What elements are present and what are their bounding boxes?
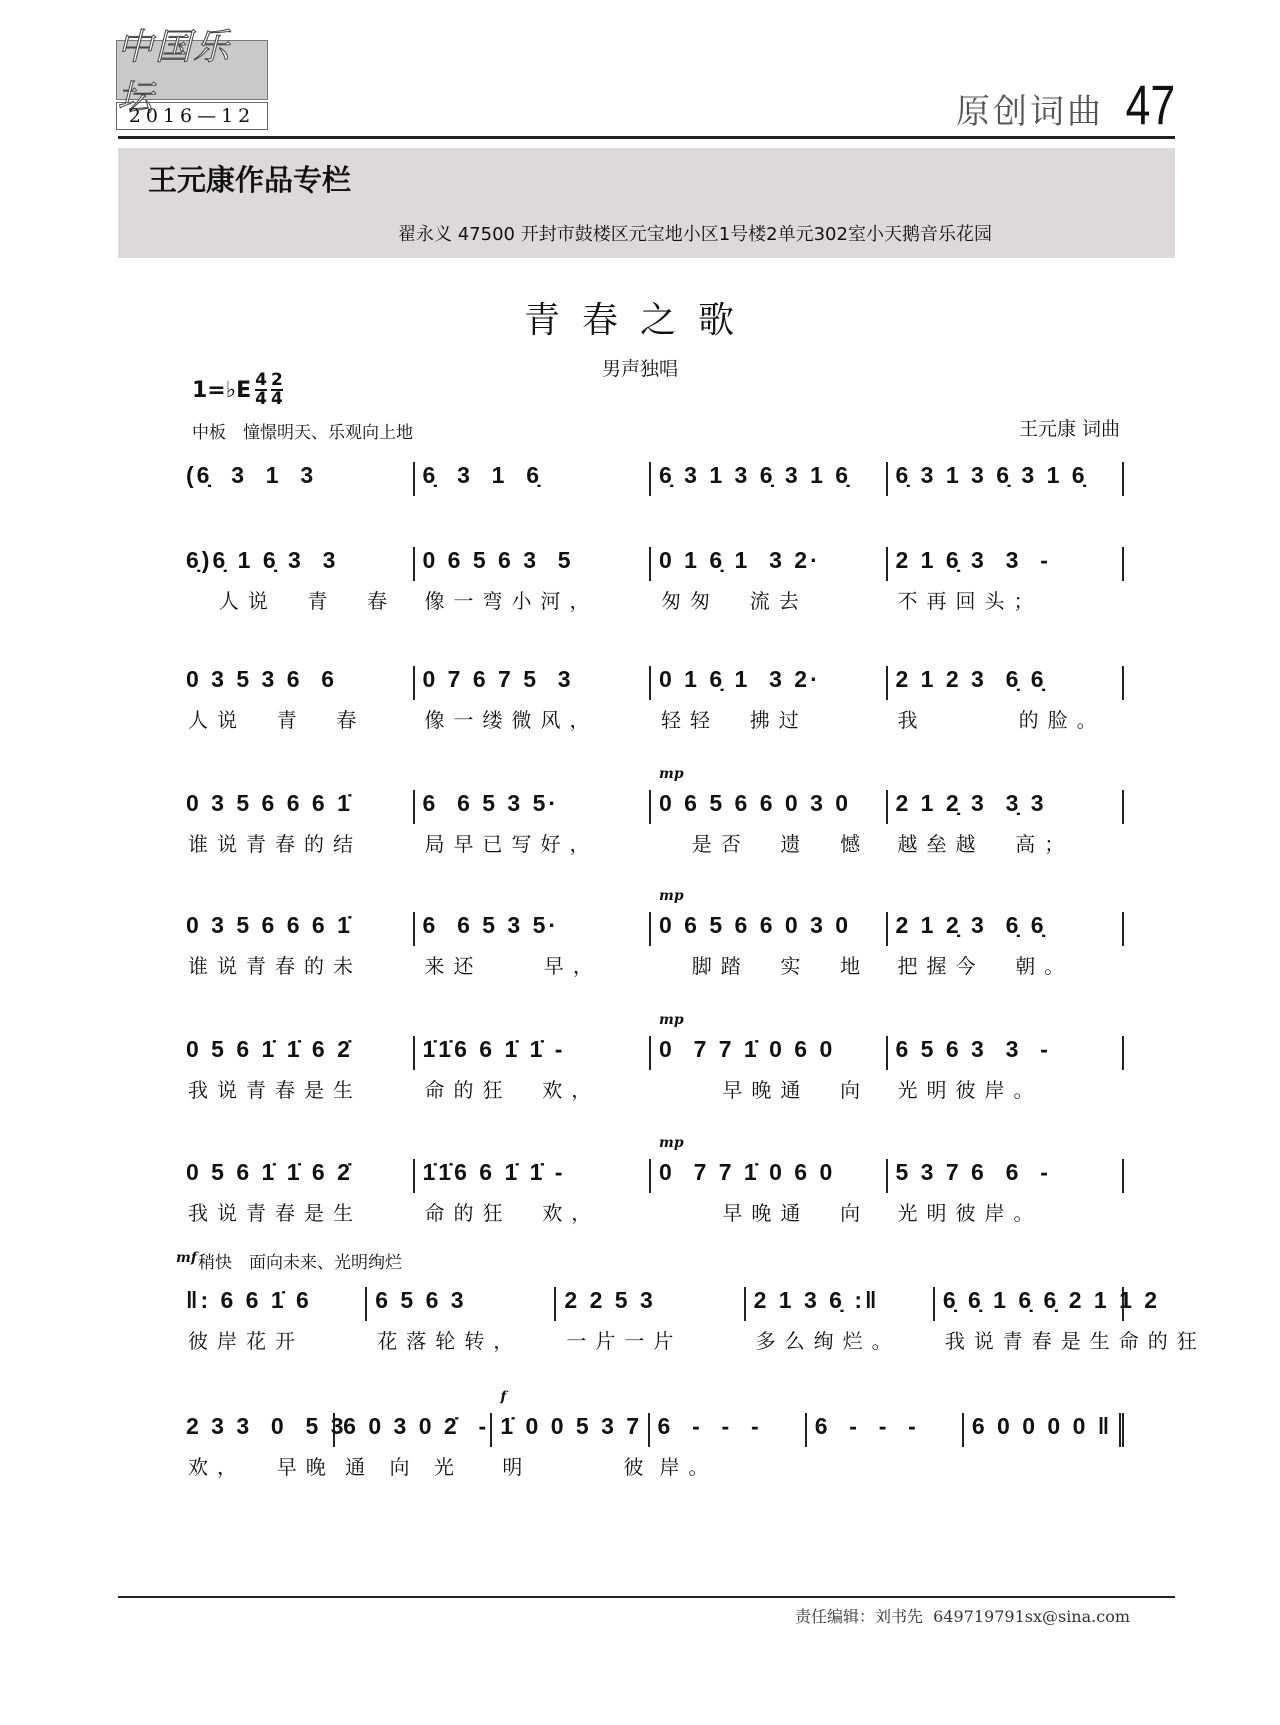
- magazine-logo: 中国乐坛: [116, 40, 268, 100]
- score-system: [178, 888, 1124, 978]
- measure: [415, 1036, 652, 1102]
- measure-lyrics: 不再回头；: [897, 589, 1043, 613]
- measure-notes: 2 1 2 3 6̣ 6̣: [895, 666, 1047, 692]
- key-signature: [192, 372, 283, 408]
- song-title: 青春之歌: [523, 300, 756, 341]
- measure: [178, 1413, 347, 1479]
- measure-notes: 0 3 5 6 6 6 1̇: [186, 912, 353, 938]
- measure-notes: 0 6 5 6 6 0 3 0: [659, 912, 852, 938]
- measure: [178, 1036, 415, 1102]
- measure-lyrics: 光明彼岸。: [897, 1201, 1043, 1225]
- time-signature-2: $\frac{2}{4}$: [271, 370, 283, 409]
- measure: [935, 1287, 1206, 1353]
- measure-lyrics: 光明彼岸。: [897, 1078, 1043, 1102]
- measure-notes: 2 1 6̣ 3 3 -: [895, 547, 1051, 573]
- measure: [651, 1012, 888, 1102]
- score-system: [178, 1287, 1206, 1353]
- measure-lyrics: 多么绚烂。: [755, 1329, 901, 1353]
- measure: [178, 1159, 415, 1225]
- measure: [888, 790, 1125, 856]
- measure-notes: 6 5 6 3 3 -: [895, 1036, 1051, 1062]
- dynamic-mp: mp: [659, 888, 684, 904]
- measure-lyrics: 我 的脸。: [897, 708, 1106, 732]
- measure-lyrics: 命的狂 欢，: [424, 1201, 601, 1225]
- measure-lyrics: 我说青春是生命的狂: [944, 1329, 1206, 1353]
- score-system: [178, 766, 1124, 856]
- measure: [178, 547, 415, 613]
- measure: [178, 462, 415, 496]
- measure: [178, 1287, 367, 1353]
- measure-lyrics: 早晚通 向: [661, 1078, 870, 1102]
- measure-notes: 6̣ 3 1 3 6̣ 3 1 6̣: [895, 462, 1088, 488]
- measure-lyrics: 我说青春是生: [188, 1201, 362, 1225]
- measure: [888, 666, 1125, 732]
- measure: [651, 888, 888, 978]
- measure-lyrics: 匆匆 流去: [661, 589, 808, 613]
- score-system: [178, 1012, 1124, 1102]
- score-system: [178, 1135, 1124, 1225]
- measure: [492, 1389, 653, 1479]
- measure-lyrics: 把握今 朝。: [897, 954, 1074, 978]
- measure: [807, 1413, 964, 1447]
- measure-notes: 0 1 6̣ 1 3 2·: [659, 547, 821, 573]
- measure: [415, 547, 652, 613]
- measure-notes: 6̣ 3 1 6̣: [422, 462, 543, 488]
- measure: [888, 1036, 1125, 1102]
- measure-lyrics: 像一弯小河，: [424, 589, 599, 613]
- measure: [367, 1287, 556, 1353]
- measure-notes: 6 6 5 3 5·: [422, 912, 560, 938]
- measure-notes: 6̣)6̣ 1 6̣ 3 3: [186, 547, 339, 573]
- performance-type: 男声独唱: [601, 358, 678, 380]
- dynamic-f: f: [500, 1389, 507, 1405]
- contact-address: 翟永义 47500 开封市鼓楼区元宝地小区1号楼2单元302室小天鹅音乐花园: [398, 224, 992, 245]
- measure: [651, 462, 888, 496]
- measure-notes: 0 6 5 6 3 5: [422, 547, 574, 573]
- measure-lyrics: 人说 青 春: [188, 708, 366, 732]
- score-system: [178, 1389, 1124, 1479]
- dynamic-mf: mf: [176, 1250, 197, 1266]
- measure-lyrics: 越垒越 高；: [897, 832, 1074, 856]
- measure: [888, 912, 1125, 978]
- measure-lyrics: 我说青春是生: [188, 1078, 362, 1102]
- measure-notes: 2 1 2̣ 3 3̣ 3: [895, 790, 1047, 816]
- measure: [415, 790, 652, 856]
- measure-notes: 0 3 5 3 6 6: [186, 666, 338, 692]
- measure-lyrics: 谁说青春的未: [188, 954, 362, 978]
- dynamic-mp: mp: [659, 766, 684, 782]
- measure-notes: 0 5 6 1̇ 1̇ 6 2̇: [186, 1036, 353, 1062]
- measure-notes: 0 7 7 1̇ 0 6 0: [659, 1159, 836, 1185]
- score-system: [178, 666, 1124, 732]
- key: 1=♭E: [192, 377, 252, 403]
- measure-notes: 6 5 6 3: [375, 1287, 467, 1313]
- measure-notes: 5 3 7 6 6 -: [895, 1159, 1051, 1185]
- measure-notes: 2 1 2̣ 3 6̣ 6̣: [895, 912, 1047, 938]
- measure-notes: 0 7 6 7 5 3: [422, 666, 574, 692]
- measure-notes: 0 7 7 1̇ 0 6 0: [659, 1036, 836, 1062]
- measure-notes: 2 3 3 0 5 3: [186, 1413, 347, 1439]
- measure: [746, 1287, 935, 1353]
- issue-date: 2016—12: [116, 102, 268, 130]
- dynamic-mp: mp: [659, 1012, 684, 1028]
- measure: [415, 462, 652, 496]
- measure-notes: 6 - - -: [657, 1413, 762, 1439]
- tempo-marking-2: 稍快 面向未来、光明绚烂: [198, 1253, 402, 1273]
- measure-notes: 1̇ 0 0 5 3 7: [500, 1413, 643, 1439]
- measure: [888, 547, 1125, 613]
- dynamic-mp: mp: [659, 1135, 684, 1151]
- measure: [651, 547, 888, 613]
- measure: [651, 766, 888, 856]
- column-heading: 王元康作品专栏: [148, 163, 352, 197]
- measure-lyrics: 明 彼: [502, 1455, 653, 1479]
- header-rule: [118, 136, 1175, 139]
- measure: [178, 790, 415, 856]
- measure-notes: 0 1 6̣ 1 3 2·: [659, 666, 821, 692]
- measure: [888, 462, 1125, 496]
- measure-lyrics: 像一缕微风，: [424, 708, 599, 732]
- measure-lyrics: 欢， 早晚: [188, 1455, 335, 1479]
- measure-lyrics: 人说 青 春: [188, 589, 397, 613]
- measure-lyrics: 轻轻 拂过: [661, 708, 808, 732]
- measure-lyrics: 谁说青春的结: [188, 832, 362, 856]
- measure-notes: 2 1 3 6̣ :‖: [753, 1287, 880, 1313]
- measure-lyrics: 早晚通 向: [661, 1201, 870, 1225]
- measure: [964, 1413, 1124, 1447]
- measure: [415, 666, 652, 732]
- page-number: 47: [1125, 73, 1175, 136]
- measure-notes: 2 2 5 3: [564, 1287, 656, 1313]
- measure-notes: ‖: 6 6 1̇ 6: [186, 1287, 312, 1313]
- measure-notes: 0 6 5 6 6 0 3 0: [659, 790, 852, 816]
- column-band: [118, 148, 1175, 258]
- score-system: [178, 547, 1124, 613]
- measure-notes: (6̣ 3 1 3: [186, 462, 317, 488]
- measure-lyrics: 一片一片: [566, 1329, 683, 1353]
- measure-notes: 1̇1̇6 6 1̇ 1̇ -: [422, 1159, 566, 1185]
- section-title: 原创词曲: [956, 92, 1104, 132]
- measure-notes: 6̣ 6̣ 1 6̣ 6̣ 2 1 1 2: [942, 1287, 1161, 1313]
- measure-lyrics: 来还 早，: [424, 954, 602, 978]
- measure: [888, 1159, 1125, 1225]
- measure: [651, 1135, 888, 1225]
- time-signature-1: $\frac{4}{4}$: [255, 370, 267, 409]
- measure-lyrics: 是否 遗 憾: [661, 832, 870, 856]
- measure: [415, 912, 652, 978]
- measure-notes: 6 - - -: [814, 1413, 919, 1439]
- measure-lyrics: 彼岸花开: [188, 1329, 304, 1353]
- measure-notes: 6 0 0 0 0 ‖: [971, 1413, 1113, 1439]
- measure-lyrics: 命的狂 欢，: [424, 1078, 601, 1102]
- measure: [650, 1413, 807, 1479]
- measure-lyrics: 脚踏 实 地: [661, 954, 870, 978]
- measure: [556, 1287, 745, 1353]
- footer-credit: 责任编辑：刘书先 649719791sx@sina.com: [794, 1607, 1130, 1626]
- tempo-marking: 中板 憧憬明天、乐观向上地: [192, 423, 413, 443]
- measure: [335, 1413, 492, 1479]
- measure: [415, 1159, 652, 1225]
- measure-notes: 6̣ 3 1 3 6̣ 3 1 6̣: [659, 462, 852, 488]
- measure-notes: 0 3 5 6 6 6 1̇: [186, 790, 353, 816]
- measure-lyrics: 局早已写好，: [424, 832, 599, 856]
- measure-lyrics: 花落轮转，: [377, 1329, 523, 1353]
- measure-notes: 1̇1̇6 6 1̇ 1̇ -: [422, 1036, 566, 1062]
- measure-lyrics: 通 向 光: [345, 1455, 463, 1479]
- measure-notes: 0 5 6 1̇ 1̇ 6 2̇: [186, 1159, 353, 1185]
- score-system: [178, 462, 1124, 496]
- measure: [178, 666, 415, 732]
- measure-notes: 6 0 3 0 2̇ -: [343, 1413, 490, 1439]
- measure-lyrics: 岸。: [659, 1455, 718, 1479]
- measure: [178, 912, 415, 978]
- footer-rule: [118, 1596, 1175, 1598]
- composer-credit: 王元康 词曲: [1018, 418, 1120, 440]
- measure-notes: 6 6 5 3 5·: [422, 790, 560, 816]
- measure: [651, 666, 888, 732]
